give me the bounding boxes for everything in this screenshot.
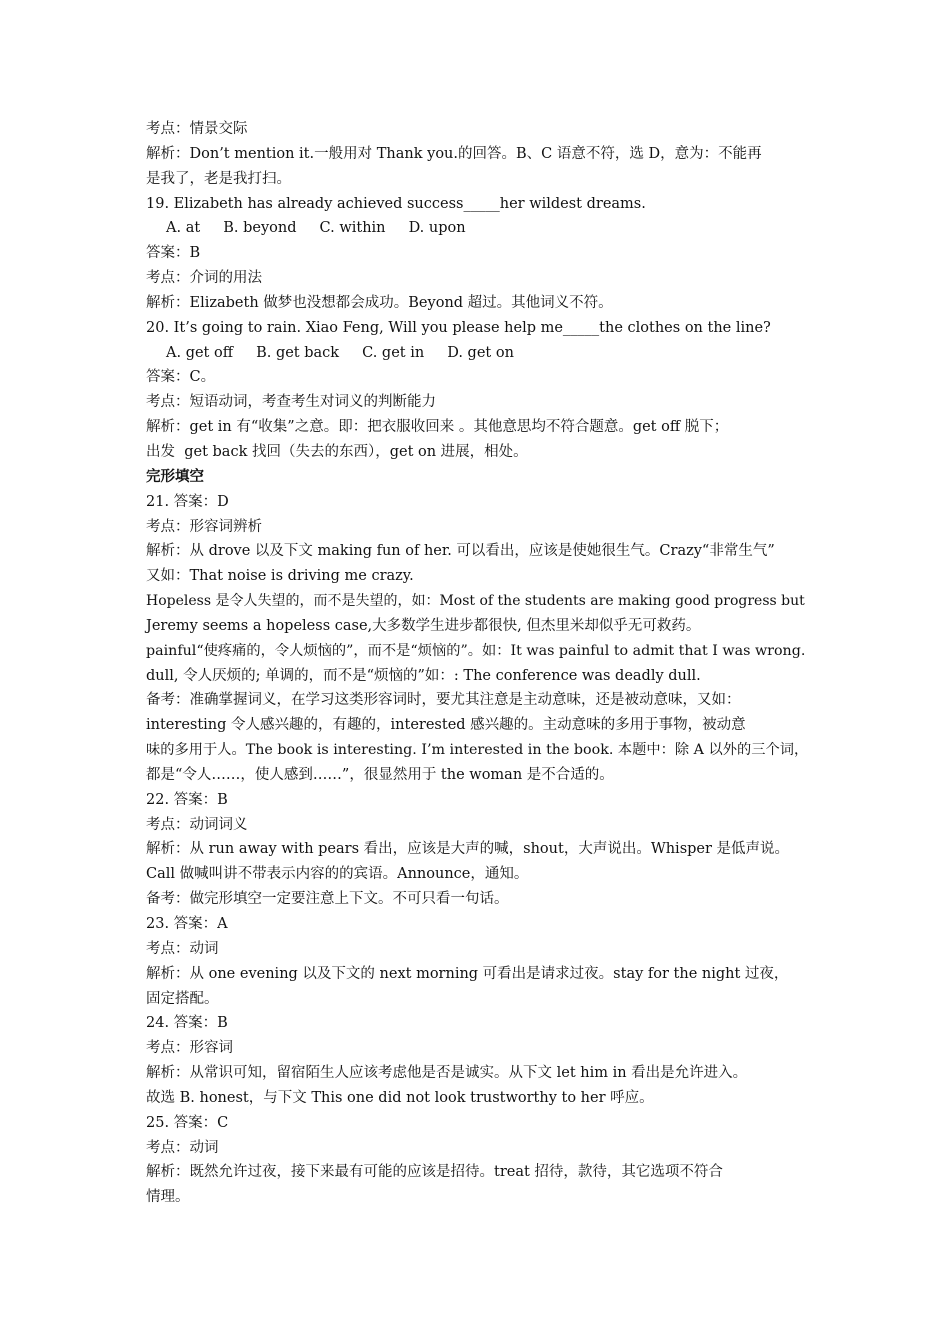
keypoint-line: 考点：动词 (146, 940, 219, 957)
note-line: interesting 令人感兴趣的，有趣的，interested 感兴趣的。主动意味的多用于事物，被动意 (146, 717, 746, 734)
keypoint-line: 考点：形容词 (146, 1040, 233, 1057)
section-heading: 完形填空 (146, 467, 204, 485)
keypoint-line: 考点：介词的用法 (146, 270, 262, 287)
analysis-line: 出发 get back 找回（失去的东西），get on 进展，相处。 (146, 443, 528, 460)
analysis-line: Call 做喊叫讲不带表示内容的的宾语。Announce，通知。 (146, 866, 529, 883)
analysis-line: 解析：从常识可知，留宿陌生人应该考虑他是否是诚实。从下文 let him in 看出是允许进入。 (146, 1065, 748, 1082)
answer-line: 答案：C。 (146, 369, 216, 386)
analysis-line: 情理。 (146, 1189, 190, 1206)
note-line: 味的多用于人。The book is interesting. I’m interested in the book. 本题中：除 A 以外的三个词， (146, 742, 809, 759)
analysis-line: 又如：That noise is driving me crazy. (146, 568, 414, 585)
analysis-line: Jeremy seems a hopeless case,大多数学生进步都很快, 但杰里米却似乎无可救药。 (146, 617, 701, 634)
analysis-line: 解析：既然允许过夜，接下来最有可能的应该是招待。treat 招待，款待，其它选项不符合 (146, 1164, 723, 1181)
note-line: 都是“令人……，使人感到……”，很显然用于 the woman 是不合适的。 (146, 766, 614, 783)
analysis-line: 解析：从 one evening 以及下文的 next morning 可看出是请求过夜。stay for the night 过夜， (146, 965, 789, 982)
analysis-line: Hopeless 是令人失望的，而不是失望的，如：Most of the students are making good progress but (146, 593, 805, 610)
options-19: A. at B. beyond C. within D. upon (166, 220, 466, 237)
answer-line: 22. 答案：B (146, 791, 228, 808)
document-page (146, 117, 810, 1210)
question-19: 19. Elizabeth has already achieved success_____her wildest dreams. (146, 195, 646, 212)
keypoint-line: 考点：短语动词，考查考生对词义的判断能力 (146, 394, 436, 411)
keypoint-line: 考点：动词 (146, 1139, 219, 1156)
analysis-line: 解析：从 drove 以及下文 making fun of her. 可以看出，应该是使她很生气。Crazy“非常生气” (146, 543, 775, 560)
analysis-line: 固定搭配。 (146, 990, 219, 1007)
analysis-line: painful“使疼痛的，令人烦恼的”，而不是“烦恼的”。如：It was painful to admit that I was wrong. (146, 642, 806, 659)
analysis-line: 是我了，老是我打扫。 (146, 170, 291, 187)
analysis-line: 解析：get in 有“收集”之意。即：把衣服收回来 。其他意思均不符合题意。get off 脱下； (146, 419, 729, 436)
answer-line: 24. 答案：B (146, 1015, 228, 1032)
answer-line: 25. 答案：C (146, 1114, 229, 1131)
note-line: 备考：准确掌握词义，在学习这类形容词时，要尤其注意是主动意味，还是被动意味，又如： (146, 692, 741, 709)
analysis-line: dull, 令人厌烦的; 单调的，而不是“烦恼的”如：: The conference was deadly dull. (146, 667, 701, 684)
keypoint-line: 考点：情景交际 (146, 121, 248, 137)
analysis-line: 解析：Don’t mention it.一般用对 Thank you.的回答。B、C 语意不符，选 D，意为：不能再 (146, 145, 762, 162)
analysis-line: 解析：Elizabeth 做梦也没想都会成功。Beyond 超过。其他词义不符。 (146, 294, 613, 311)
answer-line: 23. 答案：A (146, 916, 228, 932)
keypoint-line: 考点：动词词义 (146, 816, 248, 833)
keypoint-line: 考点：形容词辨析 (146, 518, 262, 535)
analysis-line: 解析：从 run away with pears 看出，应该是大声的喊，shout，大声说出。Whisper 是低声说。 (146, 841, 790, 858)
question-20: 20. It’s going to rain. Xiao Feng, Will you please help me_____the clothes on the line? (146, 319, 771, 336)
note-line: 备考：做完形填空一定要注意上下文。不可只看一句话。 (146, 891, 509, 908)
options-20: A. get off B. get back C. get in D. get on (166, 344, 514, 361)
answer-line: 答案：B (146, 245, 201, 262)
analysis-line: 故选 B. honest，与下文 This one did not look trustworthy to her 呼应。 (146, 1089, 654, 1106)
answer-line: 21. 答案：D (146, 493, 229, 510)
